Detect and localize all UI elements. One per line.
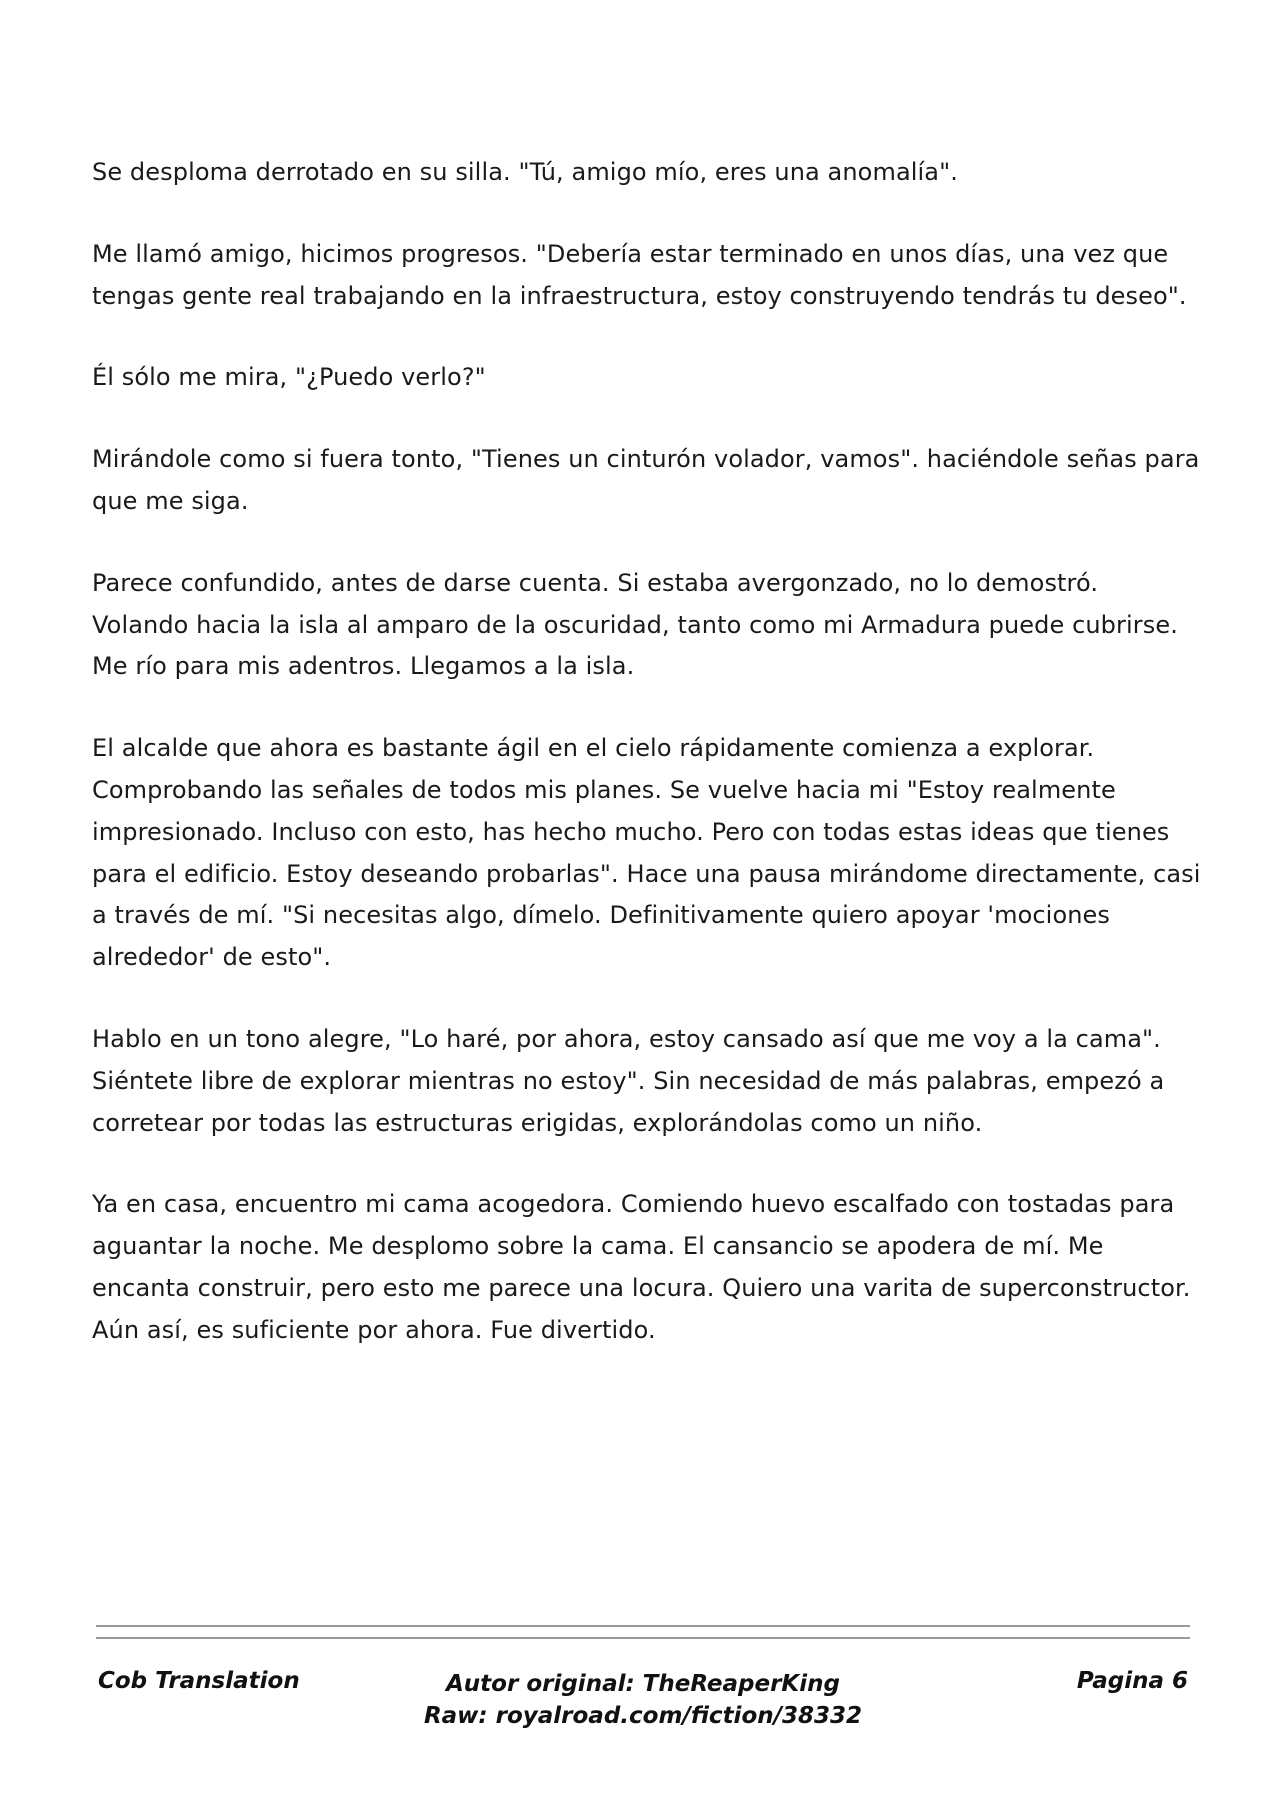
paragraph-8: Ya en casa, encuentro mi cama acogedora. Comiendo huevo escalfado con tostadas para aguantar la noche. Me desplomo sobre la cama. El cansancio se apodera de mí. Me encanta construir, pero esto me parece una locura. Quiero una varita de superconstructor. Aún así, es suficiente por ahora. Fue divertido. (92, 1190, 1191, 1344)
paragraph-4: Mirándole como si fuera tonto, "Tienes un cinturón volador, vamos". haciéndole señas para que me siga. (92, 445, 1200, 515)
paragraph-5: Parece confundido, antes de darse cuenta. Si estaba avergonzado, no lo demostró. Volando hacia la isla al amparo de la oscuridad, tanto como mi Armadura puede cubrirse. Me río para mis adentros. Llegamos a la isla. (92, 568, 1178, 681)
footer-page-number: Pagina 6 (1076, 1668, 1188, 1694)
footer-author: Autor original: TheReaperKing (446, 1671, 840, 1697)
paragraph-6: El alcalde que ahora es bastante ágil en el cielo rápidamente comienza a explorar. Comprobando las señales de todos mis planes. Se vuelve hacia mi "Estoy realmente impresionado. Incluso con esto, has hecho mucho. Pero con todas estas ideas que tienes para el edificio. Estoy deseando probarlas". Hace una pausa mirándome directamente, casi a través de mí. "Si necesitas algo, dímelo. Definitivamente quiero apoyar 'mociones alrededor' de esto". (92, 734, 1201, 972)
page-footer (96, 1668, 1190, 1748)
paragraph-7: Hablo en un tono alegre, "Lo haré, por ahora, estoy cansado así que me voy a la cama". Siéntete libre de explorar mientras no estoy". Sin necesidad de más palabras, empezó a corretear por todas las estructuras erigidas, explorándolas como un niño. (92, 1024, 1165, 1137)
footer-divider-top (96, 1625, 1190, 1627)
footer-credits (96, 1668, 1190, 1732)
footer-translator: Cob Translation (98, 1668, 300, 1694)
footer-source: Raw: royalroad.com/fiction/38332 (423, 1703, 863, 1729)
footer-divider-bottom (96, 1637, 1190, 1639)
body-text (92, 152, 1202, 1392)
paragraph-3: Él sólo me mira, "¿Puedo verlo?" (92, 363, 486, 392)
paragraph-2: Me llamó amigo, hicimos progresos. "Debería estar terminado en unos días, una vez que tengas gente real trabajando en la infraestructura, estoy construyendo tendrás tu deseo". (92, 239, 1187, 310)
paragraph-1: Se desploma derrotado en su silla. "Tú, amigo mío, eres una anomalía". (92, 158, 958, 186)
